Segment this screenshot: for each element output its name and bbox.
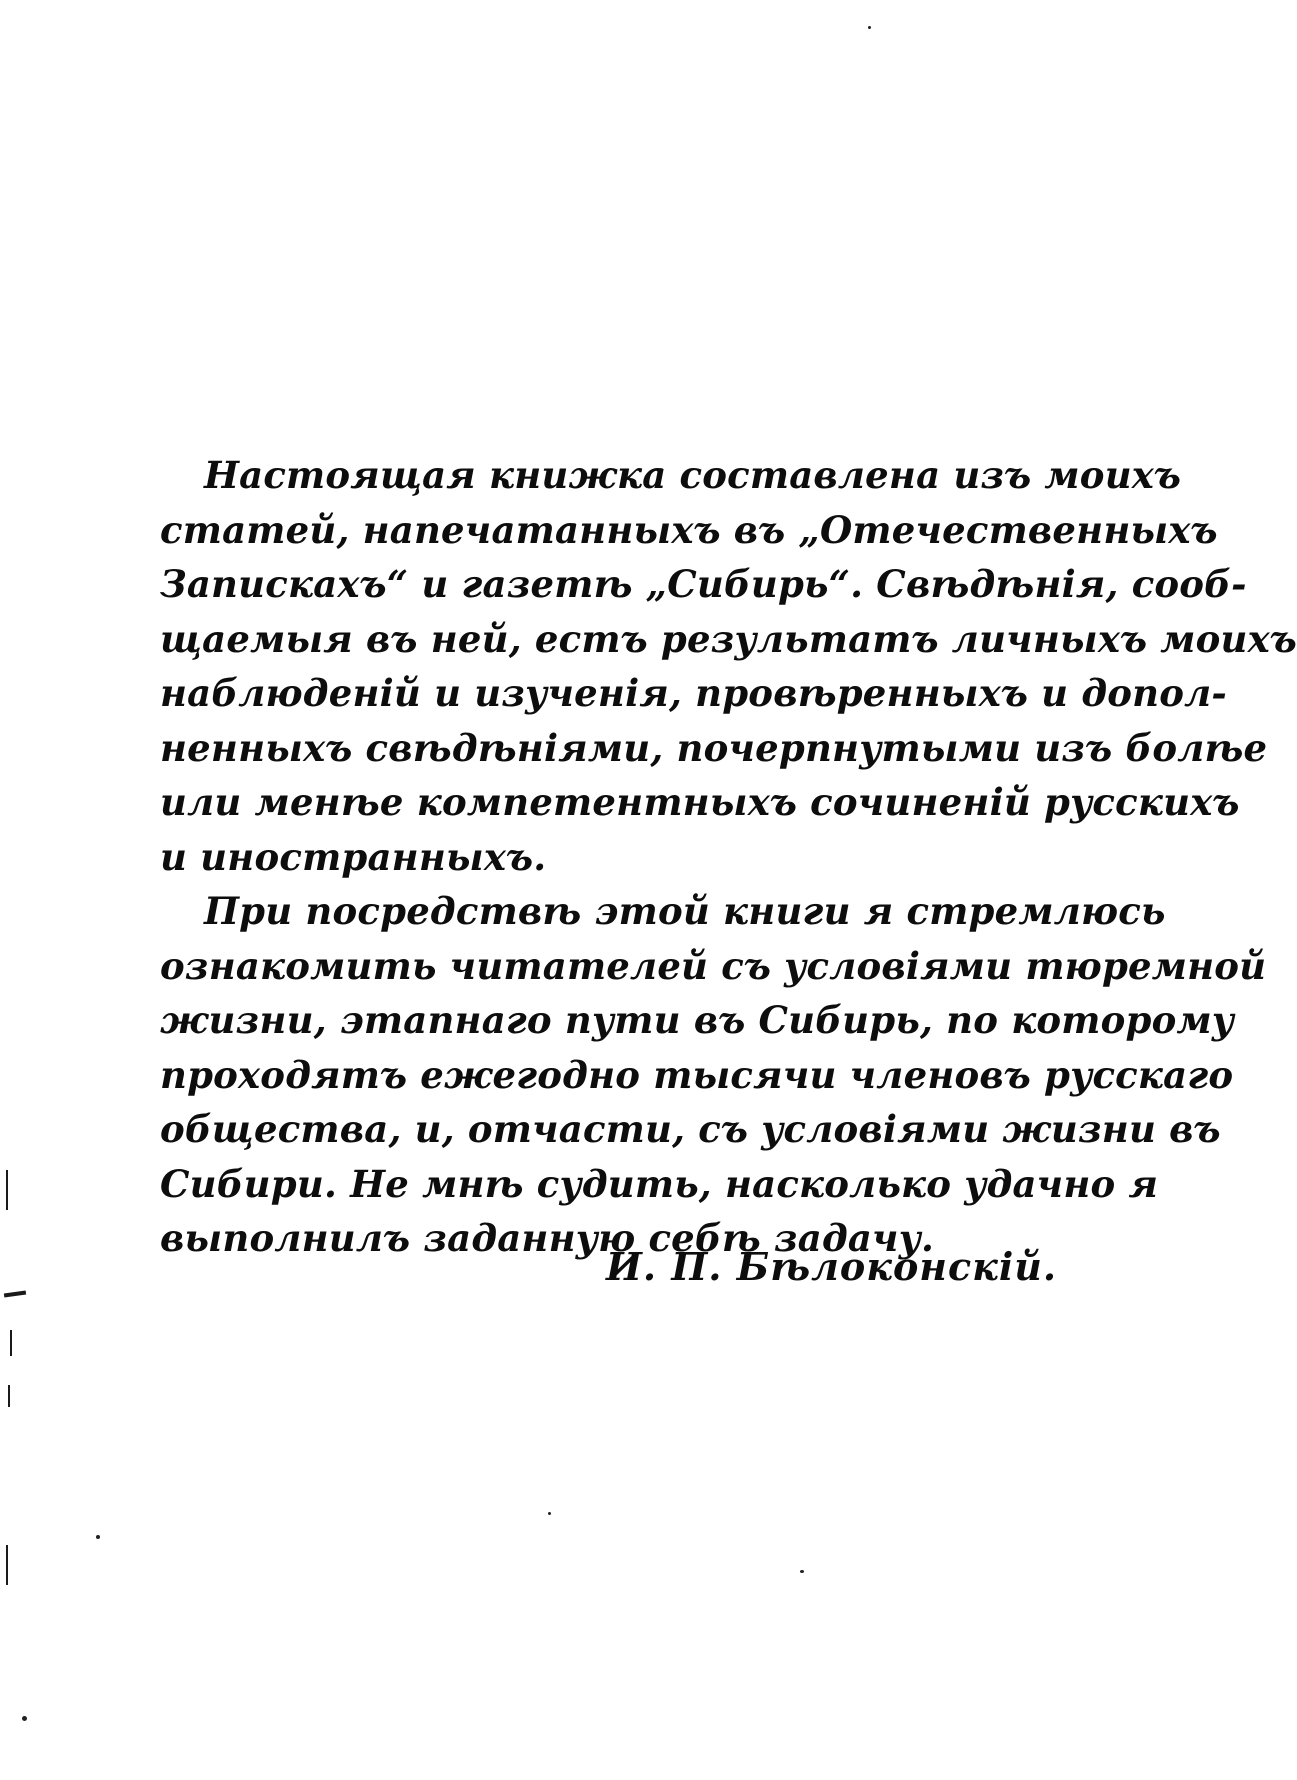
scan-artifact: [10, 1330, 12, 1356]
scan-artifact: [8, 1385, 10, 1407]
author-signature: И. П. Бѣлоконскій.: [606, 1244, 1058, 1289]
paragraph-1: [160, 448, 1297, 884]
scan-artifact: [6, 1545, 8, 1585]
preface-text: [160, 448, 1297, 1266]
scan-artifact: [548, 1512, 551, 1515]
scan-artifact: [868, 26, 871, 29]
paragraph-2: [160, 884, 1267, 1266]
text-line: общества, и, отчасти, съ условіями жизни въ: [160, 1107, 1221, 1151]
text-line: или менѣе компетентныхъ сочиненій русскихъ: [160, 780, 1240, 824]
scan-artifact: [4, 1290, 26, 1297]
scan-artifact: [22, 1716, 27, 1721]
text-line: выполнилъ заданную себѣ задачу.: [160, 1216, 935, 1260]
scan-artifact: [96, 1535, 100, 1539]
text-line: проходятъ ежегодно тысячи членовъ русскаго: [160, 1052, 1234, 1097]
text-line: щаемыя въ ней, естъ результатъ личныхъ моихъ: [160, 616, 1297, 661]
text-line: Запискахъ“ и газетѣ „Сибирь“. Свѣдѣнія, сооб-: [160, 562, 1247, 606]
text-line: наблюденій и изученія, провѣренныхъ и допол-: [160, 671, 1227, 715]
scan-artifact: [800, 1570, 804, 1573]
text-line: статей, напечатанныхъ въ „Отечественныхъ: [160, 507, 1218, 552]
text-line: Настоящая книжка составлена изъ моихъ: [204, 453, 1182, 497]
text-line: Сибири. Не мнѣ судить, насколько удачно я: [160, 1161, 1159, 1206]
text-line: ознакомить читателей съ условіями тюремной: [160, 943, 1267, 988]
text-line: При посредствѣ этой книги я стремлюсь: [204, 889, 1166, 933]
text-line: ненныхъ свѣдѣніями, почерпнутыми изъ болѣе: [160, 725, 1268, 770]
text-line: и иностранныхъ.: [160, 834, 547, 879]
scan-artifact: [6, 1170, 8, 1210]
text-line: жизни, этапнаго пути въ Сибирь, по которому: [160, 998, 1235, 1042]
